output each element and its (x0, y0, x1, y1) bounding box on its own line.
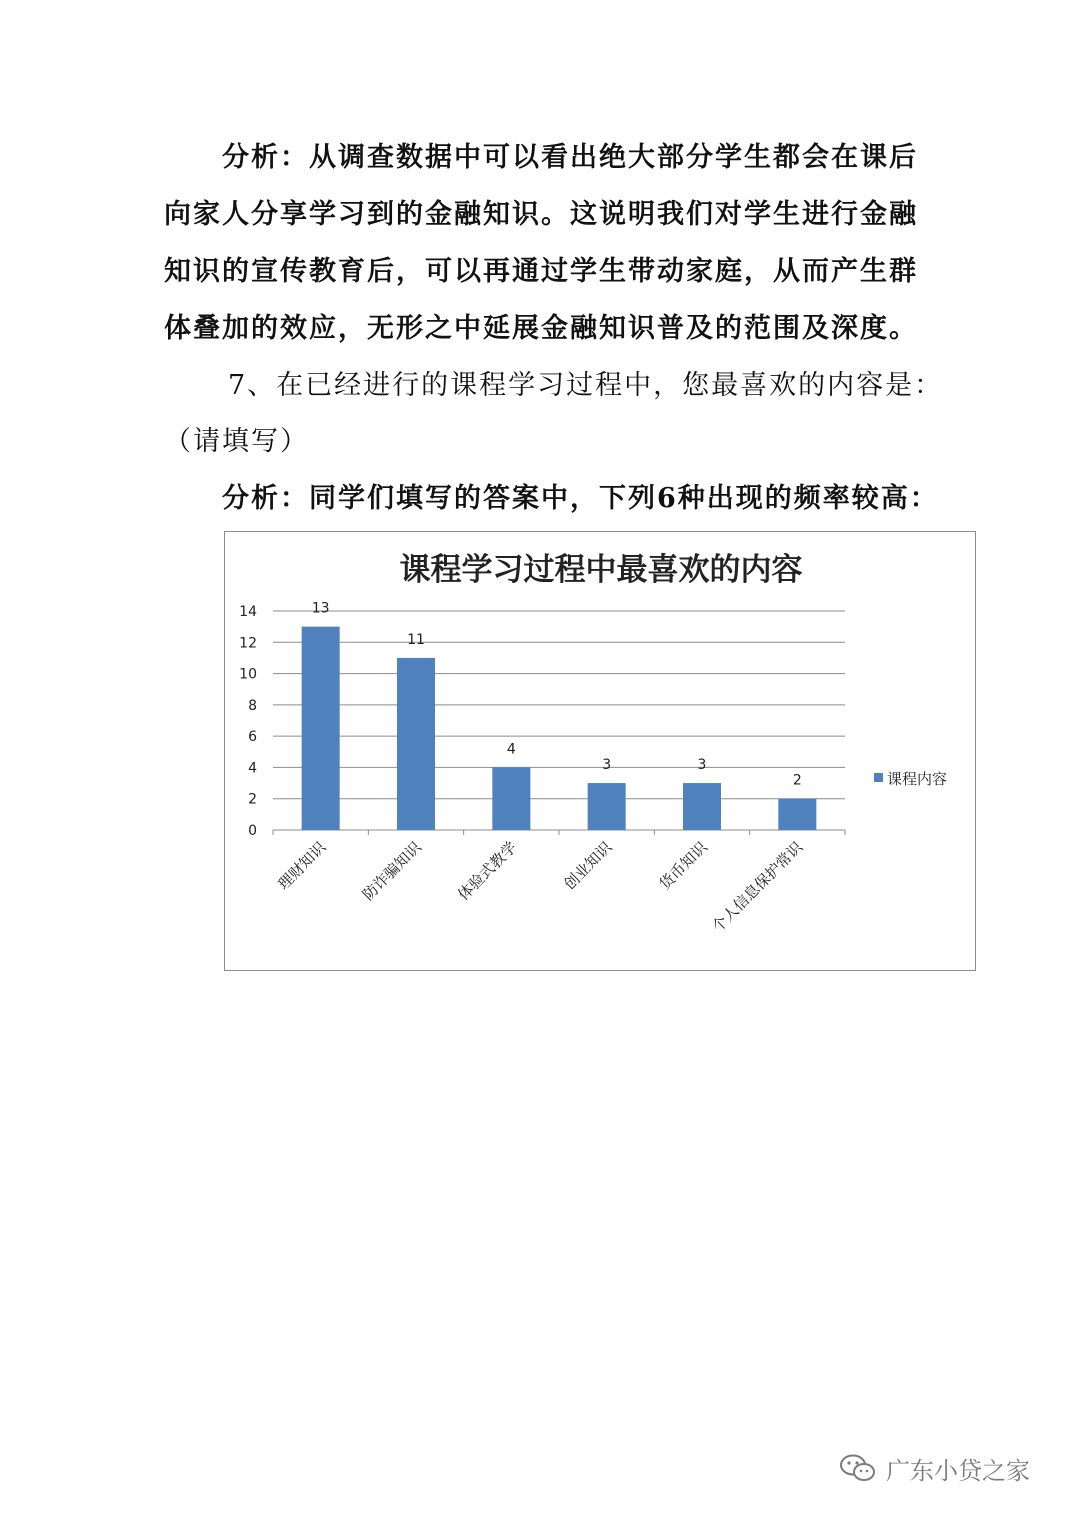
data-label: 3 (602, 757, 612, 774)
x-category-label: 体验式教学 (454, 838, 521, 904)
bar (683, 783, 721, 830)
x-category-label: 防诈骗知识 (359, 838, 425, 904)
bar (778, 799, 816, 830)
bar (397, 658, 435, 830)
legend-swatch (874, 773, 883, 782)
chart-canvas (225, 532, 977, 972)
data-label: 11 (407, 631, 425, 648)
y-tick-label: 10 (239, 666, 257, 683)
question-line-2: （请填写） (164, 426, 309, 457)
paragraph-line-2: 向家人分享学习到的金融知识。这说明我们对学生进行金融 (164, 199, 918, 230)
chart-title: 课程学习过程中最喜欢的内容 (399, 552, 803, 588)
paragraph-line-4: 体叠加的效应，无形之中延展金融知识普及的范围及深度。 (164, 313, 918, 344)
watermark (838, 1448, 1030, 1488)
y-tick-label: 6 (248, 729, 257, 746)
wechat-icon (838, 1453, 878, 1483)
bar-chart (224, 531, 976, 971)
x-category-label: 创业知识 (560, 838, 616, 894)
data-label: 4 (506, 741, 516, 758)
data-label: 3 (697, 757, 707, 774)
analysis-line: 分析：同学们填写的答案中，下列6种出现的频率较高： (222, 483, 939, 514)
data-label: 2 (792, 772, 802, 789)
bar (588, 783, 626, 830)
paragraph-line-1: 分析：从调查数据中可以看出绝大部分学生都会在课后 (222, 142, 918, 173)
y-tick-label: 12 (239, 635, 257, 652)
x-category-label: 货币知识 (655, 838, 711, 894)
paragraph-line-3: 知识的宣传教育后，可以再通过学生带动家庭，从而产生群 (164, 256, 918, 287)
y-tick-label: 2 (248, 791, 257, 808)
y-tick-label: 14 (239, 604, 257, 620)
x-category-label: 个人信息保护常识 (708, 838, 807, 936)
y-tick-label: 8 (248, 697, 257, 714)
legend-label: 课程内容 (887, 770, 948, 788)
x-category-label: 理财知识 (274, 838, 330, 894)
question-line-1: 7、在已经进行的课程学习过程中，您最喜欢的内容是： (228, 370, 944, 401)
watermark-text: 广东小贷之家 (886, 1456, 1030, 1485)
y-tick-label: 4 (248, 760, 257, 777)
bar (492, 767, 530, 830)
bar (302, 627, 340, 830)
y-tick-label: 0 (248, 823, 257, 839)
data-label: 13 (311, 600, 330, 617)
